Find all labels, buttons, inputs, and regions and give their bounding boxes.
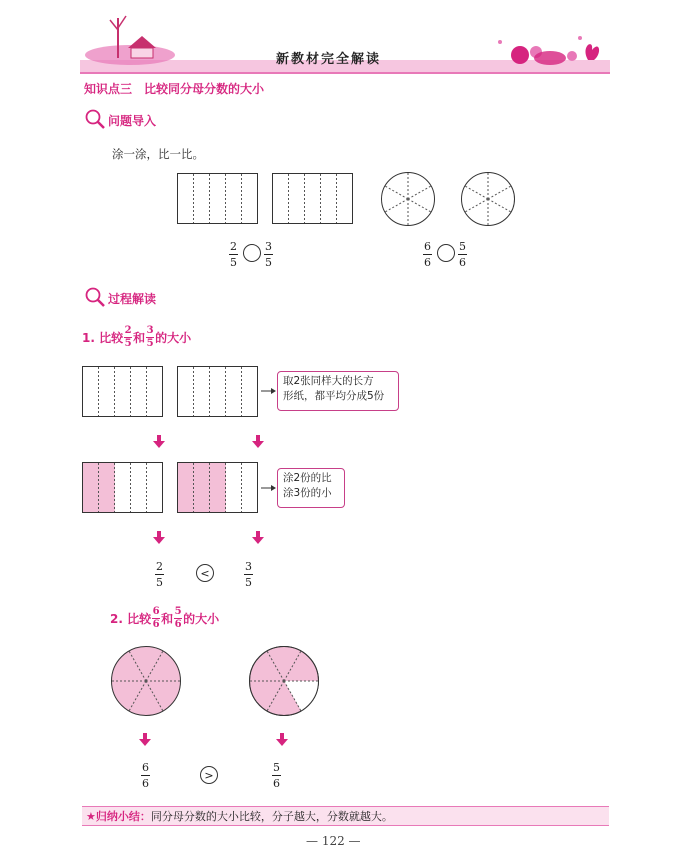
note-line: 取2张同样大的长方 [283,375,374,387]
intro-fraction-2-5 [229,241,238,268]
comparison-blank[interactable] [437,244,455,262]
comparison-blank[interactable] [243,244,261,262]
numerator: 3 [265,240,272,253]
intro-circle-2 [460,171,516,227]
step1-comparison-sign: < [196,564,214,582]
denominator: 6 [152,619,160,630]
numerator: 2 [156,560,163,573]
intro-instruction: 涂一涂，比一比。 [112,147,204,161]
step2-label [110,607,219,630]
denominator: 5 [124,338,132,349]
step1-frac-b [146,326,154,349]
denominator: 6 [273,777,280,790]
step2-result-left [141,762,150,789]
step1-frac-a [124,326,132,349]
note-line: 涂2份的比 [283,472,332,484]
summary-label: ★归纳小结： [86,810,151,823]
magnifier-icon [84,108,106,130]
right-arrow-icon [261,386,277,396]
numerator: 2 [124,325,132,336]
numerator: 5 [174,606,182,617]
numerator: 6 [142,761,149,774]
down-arrow-icon [252,531,264,545]
intro-rectangle-2 [272,173,354,225]
step1-rectangle-blank-1 [82,366,164,418]
intro-fraction-3-5 [264,241,273,268]
step1-result-right [244,561,253,588]
header-title: 新教材完全解读 [276,52,382,67]
step2-frac-b [174,607,182,630]
numerator: 3 [146,325,154,336]
numerator: 6 [152,606,160,617]
denominator: 5 [265,256,272,269]
process-heading: 过程解读 [108,292,157,306]
step2-label-and: 和 [161,612,174,626]
step1-label-suffix: 的大小 [155,331,192,345]
step2-circle-shaded-5-of-6 [248,645,320,717]
header-decoration [80,10,610,78]
down-arrow-icon [276,733,288,747]
summary-text: 同分母分数的大小比较，分子越大，分数就越大。 [150,810,393,823]
step1-note-2 [277,468,345,508]
page-number: — 122 — [306,834,361,848]
summary-box [82,806,609,826]
intro-circle-1 [380,171,436,227]
page-header [80,10,610,78]
step1-result-left [155,561,164,588]
denominator: 6 [424,256,431,269]
denominator: 5 [230,256,237,269]
down-arrow-icon [252,435,264,449]
step2-result-right [272,762,281,789]
step1-label-prefix: 1. 比较 [82,331,124,345]
numerator: 5 [273,761,280,774]
step1-label [82,326,191,349]
step2-label-prefix: 2. 比较 [110,612,152,626]
step2-label-suffix: 的大小 [183,612,220,626]
step1-rectangle-blank-2 [177,366,259,418]
denominator: 5 [156,576,163,589]
numerator: 5 [459,240,466,253]
numerator: 6 [424,240,431,253]
down-arrow-icon [153,435,165,449]
intro-rectangle-1 [177,173,259,225]
step1-rectangle-shaded-3-of-5 [177,462,259,514]
denominator: 6 [142,777,149,790]
right-arrow-icon [261,483,277,493]
denominator: 5 [245,576,252,589]
note-line: 形纸，都平均分成5份 [283,390,385,402]
step2-frac-a [152,607,160,630]
intro-fraction-5-6 [458,241,467,268]
step1-rectangle-shaded-2-of-5 [82,462,164,514]
denominator: 5 [146,338,154,349]
step2-circle-shaded-6-of-6 [110,645,182,717]
numerator: 3 [245,560,252,573]
denominator: 6 [459,256,466,269]
section-title: 知识点三 比较同分母分数的大小 [84,82,265,96]
numerator: 2 [230,240,237,253]
step1-note-1 [277,371,399,411]
intro-fraction-6-6 [423,241,432,268]
step2-comparison-sign: > [200,766,218,784]
down-arrow-icon [139,733,151,747]
step1-label-and: 和 [133,331,146,345]
note-line: 涂3份的小 [283,487,332,499]
magnifier-icon [84,286,106,308]
intro-heading: 问题导入 [108,114,157,128]
down-arrow-icon [153,531,165,545]
denominator: 6 [174,619,182,630]
